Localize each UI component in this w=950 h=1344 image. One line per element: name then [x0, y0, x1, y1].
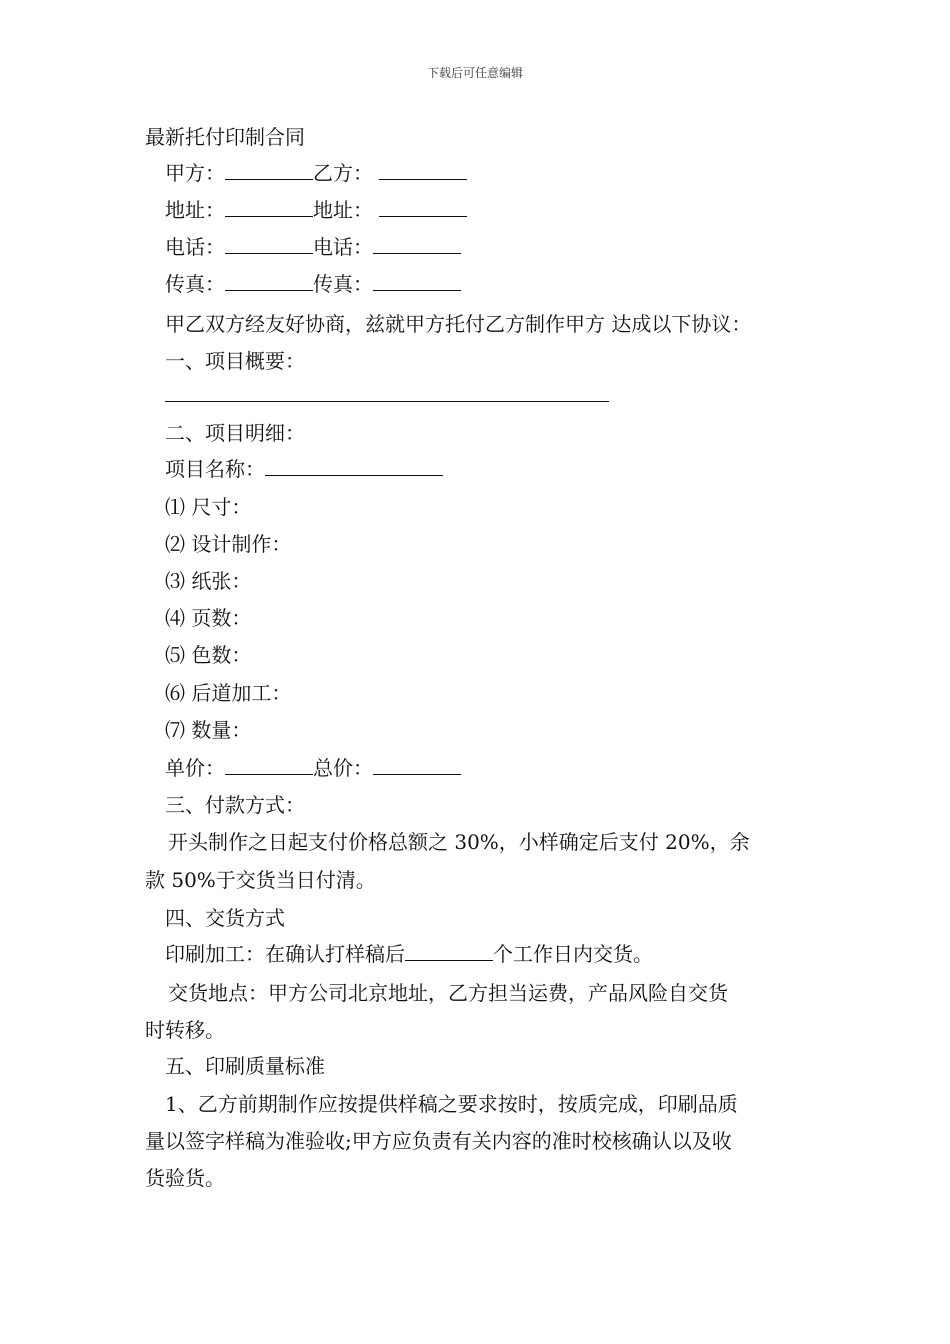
section-2-heading: 二、项目明细：	[165, 421, 305, 445]
unit-price-blank[interactable]	[225, 756, 313, 775]
party-a-blank[interactable]	[225, 161, 313, 180]
document-title: 最新托付印制合同	[145, 125, 305, 149]
quality-paragraph-line: 量以签字样稿为准验收;甲方应负责有关内容的准时校核确认以及收	[145, 1129, 732, 1153]
detail-item: ⑷ 页数：	[165, 606, 252, 630]
project-name-line	[165, 456, 443, 482]
phone-a-blank[interactable]	[225, 235, 313, 254]
party-b-blank[interactable]	[379, 161, 467, 180]
detail-item: ⑶ 纸张：	[165, 569, 252, 593]
delivery-time-line	[165, 941, 653, 967]
delivery-place-line: 时转移。	[145, 1018, 225, 1042]
project-name-blank[interactable]	[265, 457, 443, 476]
section-3-heading: 三、付款方式：	[165, 793, 305, 817]
fax-b-label: 传真：	[313, 272, 373, 296]
phone-b-blank[interactable]	[373, 235, 461, 254]
fax-b-blank[interactable]	[373, 272, 461, 291]
party-line	[165, 160, 467, 186]
detail-item: ⑸ 色数：	[165, 643, 252, 667]
project-summary-blank[interactable]	[165, 383, 609, 402]
project-summary-blank-line	[165, 382, 609, 408]
price-line	[165, 755, 461, 781]
quality-paragraph-line: 1、乙方前期制作应按提供样稿之要求按时，按质完成，印刷品质	[165, 1092, 738, 1116]
project-name-label: 项目名称：	[165, 457, 265, 481]
address-b-blank[interactable]	[379, 198, 467, 217]
fax-line	[165, 271, 461, 297]
quality-paragraph-line: 货验货。	[145, 1166, 225, 1190]
detail-item: ⑹ 后道加工：	[165, 681, 292, 705]
page-header: 下载后可任意编辑	[426, 66, 523, 80]
fax-a-blank[interactable]	[225, 272, 313, 291]
address-a-label: 地址：	[165, 198, 225, 222]
detail-item: ⑺ 数量：	[165, 718, 252, 742]
address-a-blank[interactable]	[225, 198, 313, 217]
detail-item: ⑴ 尺寸：	[165, 495, 252, 519]
delivery-days-blank[interactable]	[405, 942, 493, 961]
section-4-heading: 四、交货方式	[165, 906, 285, 930]
phone-line	[165, 234, 461, 260]
phone-b-label: 电话：	[313, 235, 373, 259]
address-line	[165, 197, 467, 223]
payment-paragraph-line: 款 50%于交货当日付清。	[145, 868, 376, 892]
party-a-label: 甲方：	[165, 161, 225, 185]
payment-paragraph-line: 开头制作之日起支付价格总额之 30%，小样确定后支付 20%，余	[168, 830, 750, 854]
fax-a-label: 传真：	[165, 272, 225, 296]
total-price-label: 总价：	[313, 756, 373, 780]
unit-price-label: 单价：	[165, 756, 225, 780]
delivery-time-suffix: 个工作日内交货。	[493, 942, 653, 966]
party-b-label: 乙方：	[313, 161, 373, 185]
phone-a-label: 电话：	[165, 235, 225, 259]
total-price-blank[interactable]	[373, 756, 461, 775]
detail-item: ⑵ 设计制作：	[165, 532, 292, 556]
address-b-label: 地址：	[313, 198, 373, 222]
section-5-heading: 五、印刷质量标准	[165, 1054, 325, 1078]
delivery-time-prefix: 印刷加工：在确认打样稿后	[165, 942, 405, 966]
section-1-heading: 一、项目概要：	[165, 349, 305, 373]
intro-paragraph: 甲乙双方经友好协商，兹就甲方托付乙方制作甲方 达成以下协议：	[165, 312, 752, 336]
delivery-place-line: 交货地点：甲方公司北京地址，乙方担当运费，产品风险自交货	[168, 981, 728, 1005]
